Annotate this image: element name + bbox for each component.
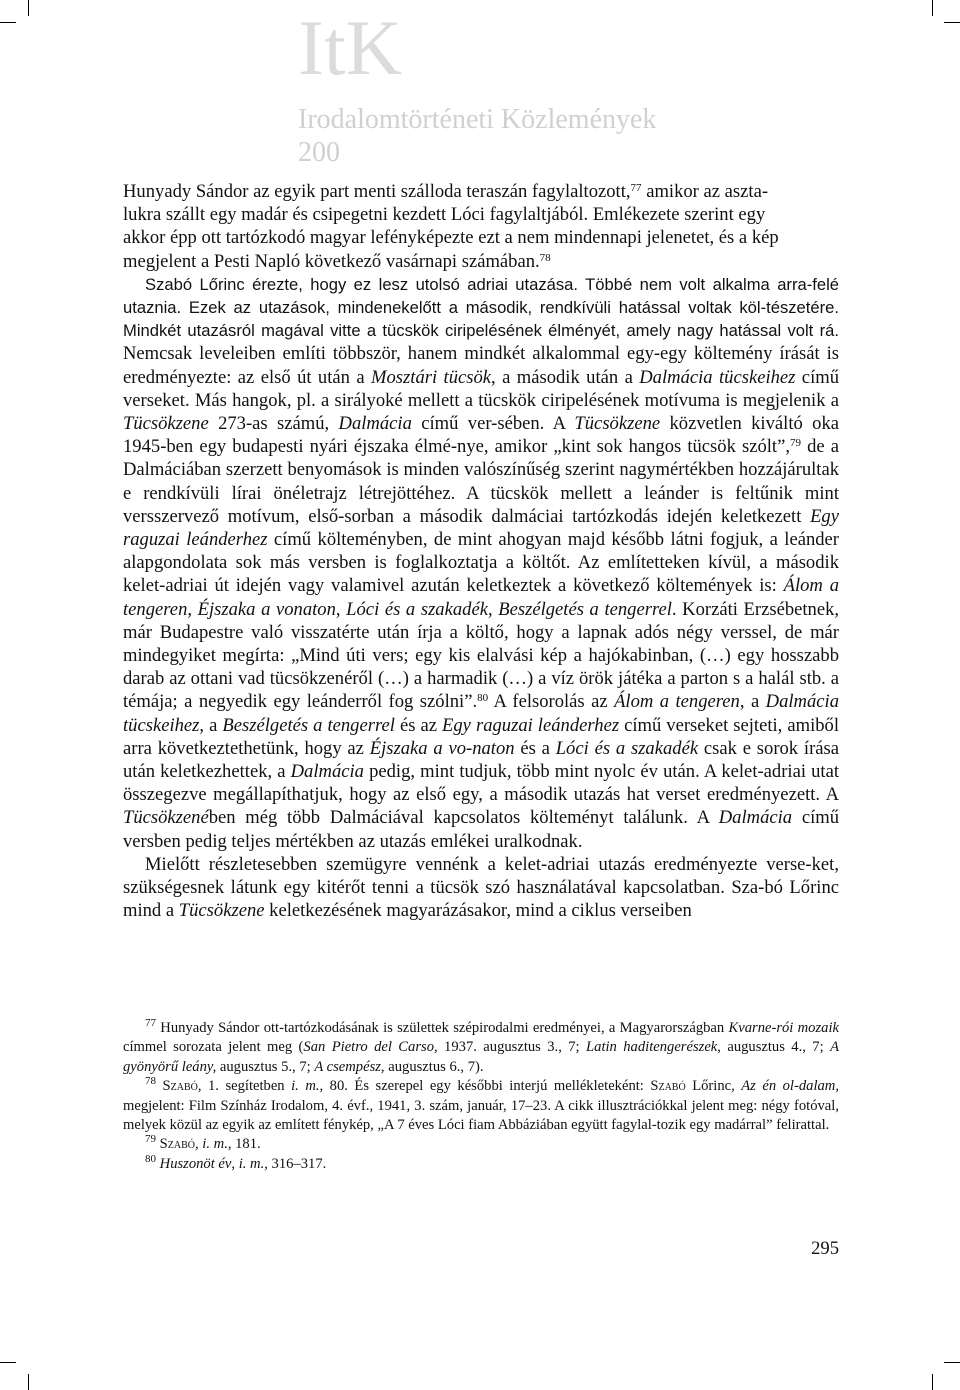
footnote-ref-78[interactable]: 78 <box>539 251 551 264</box>
paragraph-2: Szabó Lőrinc érezte, hogy ez lesz utolsó adriai utazása. Többé nem volt alkalma arra-felé utaznia. Ezek az utazások, mindenekelőtt a második, rendkívüli hatással voltak köl-tészetére. Mindkét utazásról magával vitte a tücskök ciripelésének élményét, amely nagy hatással volt rá. Nemcsak leveleiben említi többször, hanem mindkét alkalommal egy-egy költemény írását is eredményezte: az első út után a Mosztári tücsök, a második után a Dalmácia tücskeihez című verseket. Más hangok, pl. a sirályoké mellett a tücskök ciripelésének motívuma is megjelenik a Tücsökzene 273-as számú, Dalmácia című ver-sében. A Tücsökzene közvetlen kiváltó oka 1945-ben egy budapesti nyári éjszaka élmé-nye, amikor „kint sok hangos tücsök szólt”,$^{79}$ de a Dalmáciában szerzett benyomások is minden valószínűség szerint nagymértékben hozzájárultak e rendkívüli lírai önéletrajz létrejöttéhez. A tücskök mellett a leánder is feltűnik mint versszervező motívum, első-sorban a második dalmáciai tartózkodás idején keletkezett Egy raguzai leánderhez című költeményben, de mint ahogyan majd később látni fogjuk, a leánder alapgondolata sok más versben is foglalkoztatja a költőt. Az említetteken kívül, a második kelet-adriai út idején vagy valamivel azután keletkeztek a következő költemények is: Álom a tengeren, Éjszaka a vonaton, Lóci és a szakadék, Beszélgetés a tengerrel. Korzáti Erzsébetnek, már Budapestre való visszatérte után írja a költő, hogy a lapnak adós négy verssel, de már mindegyiket megírta: „Mind úti vers; egy kis elalvási kép a hajókabinban, (…) egy hosszabb darab az ottani vad tücsökzenéről (…) a harmadik (…) a víz örök játéka a parton s a halál stb. a témája; a negyedik egy leánderről fog szólni”.$^{80}$ A felsorolás az Álom a tengeren, a Dalmácia tücskeihez, a Beszélgetés a tengerrel és az Egy raguzai leánderhez című verseket sejteti, amiből arra következtethetünk, hogy az Éjszaka a vo-naton és a Lóci és a szakadék csak e sorok írása után keletkezhettek, a Dalmácia pedig, mint tudjuk, több mint nyolc év után. A kelet-adriai utat összegezve megállapíthatjuk, hogy az első egy, a második utazás hat verset eredményezett. A Tücsökzenében még több Dalmáciával kapcsolatos költeményt találunk. A Dalmácia című versben pedig teljes mértékben az utazás emlékei uralkodnak. <box>123 274 840 852</box>
journal-logo: ItK <box>298 4 402 91</box>
main-text <box>123 180 839 923</box>
crop-mark-bottom-left-h <box>0 1362 16 1363</box>
footnote-ref-77[interactable]: 77 <box>630 181 642 194</box>
crop-mark-bottom-right-v <box>932 1374 933 1390</box>
journal-volume: 200 <box>298 137 340 168</box>
page-number: 295 <box>811 1238 839 1259</box>
highlighted-sentence: Szabó Lőrinc érezte, hogy ez lesz utolsó adriai utazása. Többé nem volt alkalma arra-felé utaznia. Ezek az utazások, mindenekelőtt a második, rendkívüli hatással voltak köl-tészetére. Mindkét utazásról magával vitte a tücskök ciripelésének élményét, amely nagy hatással volt rá. <box>123 274 839 341</box>
paragraph-3: Mielőtt részletesebben szemügyre vennénk a kelet-adriai utazás eredményezte verse-ket, szükségesnek látunk egy kitérőt tenni a tücsök szó használatával kapcsolatban. Sza-bó Lőrinc mind a Tücsökzene keletkezésének magyarázásakor, mind a ciklus verseiben <box>123 853 839 922</box>
footnote-80: $^{80}$ Huszonöt év, i. m., 316–317. <box>145 1152 327 1172</box>
footnotes <box>123 1016 839 1174</box>
crop-mark-top-left-h <box>0 22 16 23</box>
crop-mark-top-right-h <box>944 22 960 23</box>
footnote-78: $^{78}$ Szabó, 1. segítetben i. m., 80. És szerepel egy későbbi interjú mellékleteként: Szabó Lőrinc, Az én ol-dalam, megjelent: Film Színház Irodalom, 4. évf., 1941, 3. szám, január, 17–23. A cikk illusztrációkkal jelent meg: négy fotóval, melyek közül az egyik az említett fénykép, „A 7 éves Lóci fiam Abbáziában együtt fagylal-tozik egy madárral” felirattal. <box>123 1075 839 1134</box>
footnote-79: $^{79}$ Szabó, i. m., 181. <box>145 1133 261 1153</box>
crop-mark-top-left-v <box>28 0 29 16</box>
crop-mark-bottom-left-v <box>28 1374 29 1390</box>
journal-title: Irodalomtörténeti Közlemények <box>298 104 657 135</box>
crop-mark-bottom-right-h <box>944 1362 960 1363</box>
footnote-77: $^{77}$ Hunyady Sándor ott-tartózkodásának is születtek szépirodalmi eredményei, a Magyarországban Kvarne-rói mozaik címmel sorozata jelent meg (San Pietro del Carso, 1937. augusztus 3., 7; Latin haditengerészek, augusztus 4., 7; A gyönyörű leány, augusztus 5., 7; A csempész, augusztus 6., 7). <box>123 1016 839 1075</box>
footnote-ref-80[interactable]: 80 <box>477 692 489 705</box>
paragraph-1: Hunyady Sándor az egyik part menti szálloda teraszán fagylaltozott,$^{77}$ amikor az aszta- lukra szállt egy madár és csipegetni kezdett Lóci fagylaltjából. Emlékezete szerint egy akkor épp ott tartózkodó magyar lefényképezte ezt a nem mindennapi jelenetet, és a kép megjelent a Pesti Napló következő vasárnapi számában.$^{78}$ <box>123 181 779 272</box>
footnote-ref-79[interactable]: 79 <box>790 437 801 450</box>
crop-mark-top-right-v <box>932 0 933 16</box>
